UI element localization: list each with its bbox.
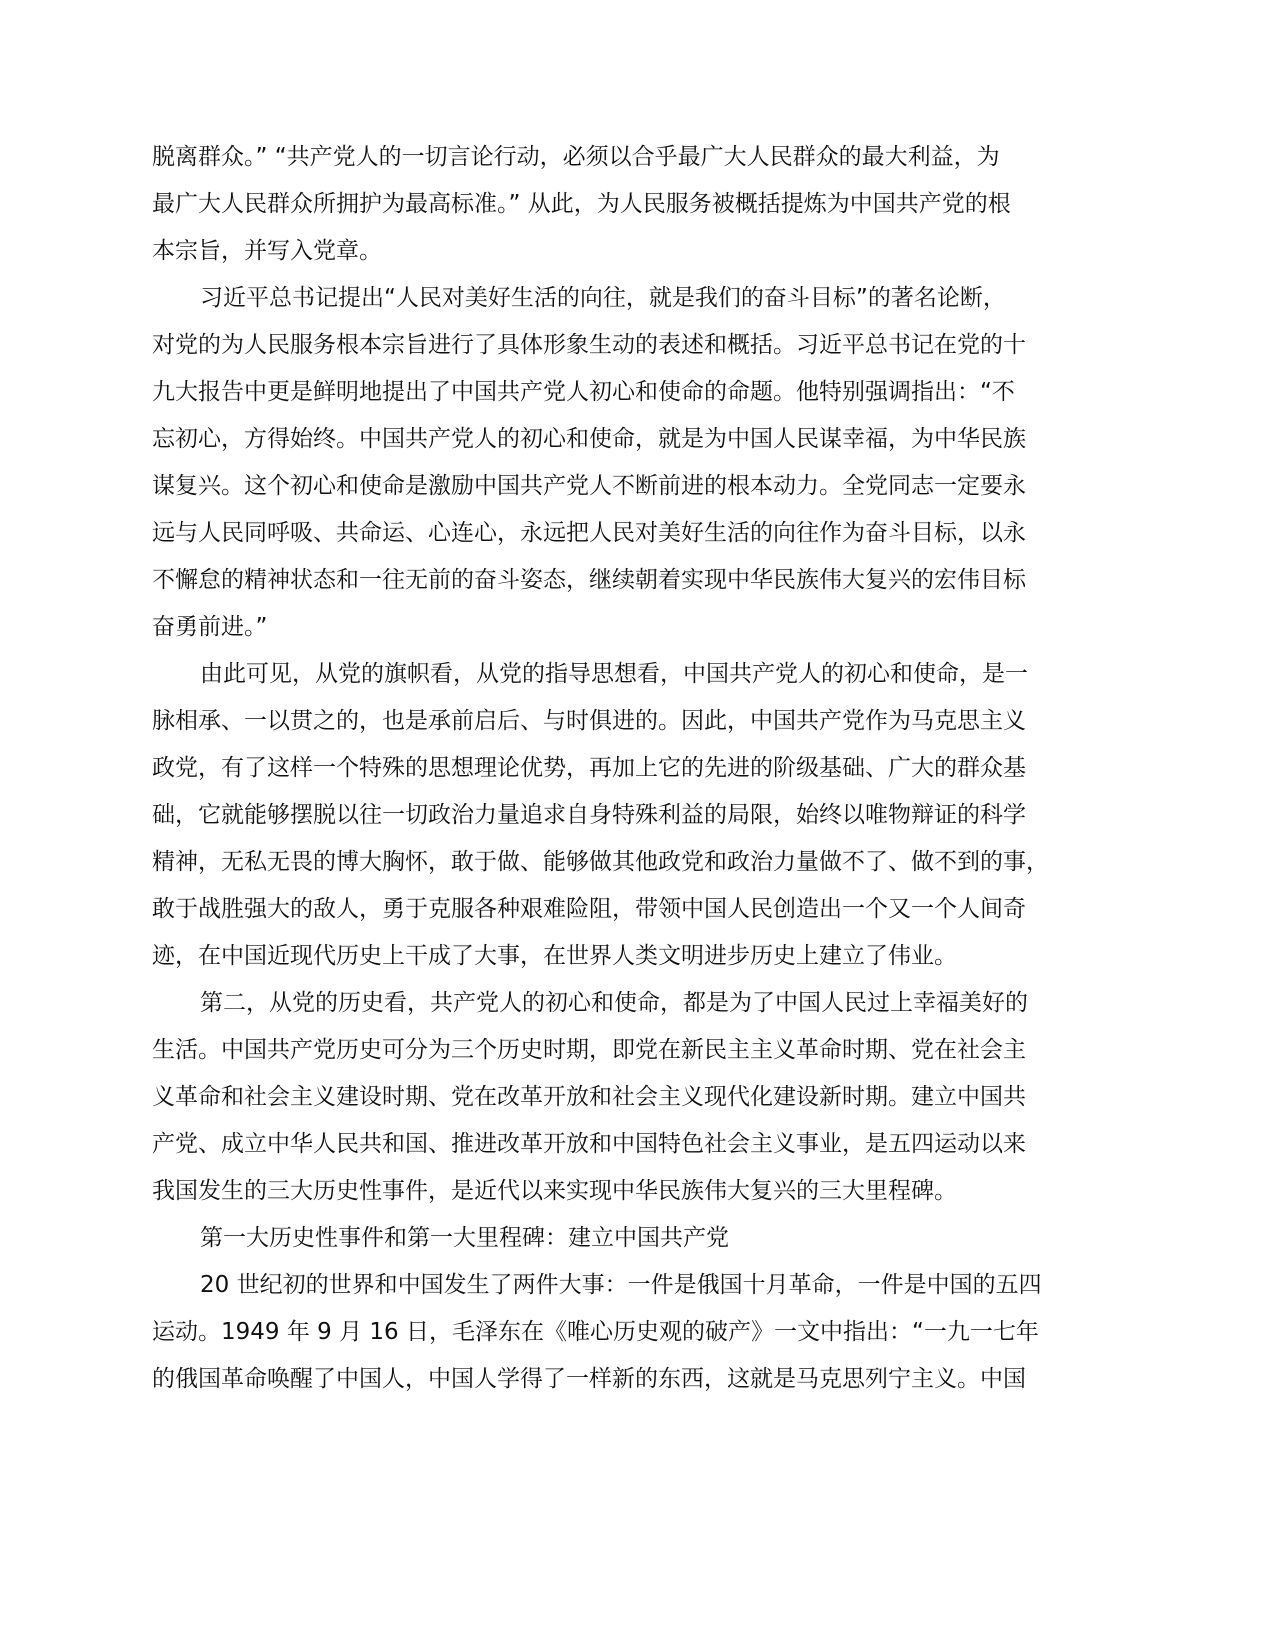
text-line: 奋勇前进。”	[152, 614, 268, 640]
text-line: 第一大历史性事件和第一大里程碑：建立中国共产党	[200, 1225, 729, 1251]
paragraph	[152, 980, 1132, 1215]
text-line: 九大报告中更是鲜明地提出了中国共产党人初心和使命的命题。他特别强调指出：“不	[152, 379, 1015, 405]
text-line: 忘初心，方得始终。中国共产党人的初心和使命，就是为中国人民谋幸福，为中华民族	[152, 426, 1026, 452]
text-line: 不懈怠的精神状态和一往无前的奋斗姿态，继续朝着实现中华民族伟大复兴的宏伟目标	[152, 567, 1026, 593]
text-line: 义革命和社会主义建设时期、党在改革开放和社会主义现代化建设新时期。建立中国共	[152, 1084, 1026, 1110]
text-line: 迹，在中国近现代历史上干成了大事，在世界人类文明进步历史上建立了伟业。	[152, 943, 957, 969]
text-line: 第二，从党的历史看，共产党人的初心和使命，都是为了中国人民过上幸福美好的	[200, 990, 1028, 1016]
text-line: 运动。1949 年 9 月 16 日，毛泽东在《唯心历史观的破产》一文中指出：“一九一七年	[152, 1319, 1039, 1345]
text-line: 最广大人民群众所拥护为最高标准。” 从此，为人民服务被概括提炼为中国共产党的根	[152, 191, 1011, 217]
text-line: 对党的为人民服务根本宗旨进行了具体形象生动的表述和概括。习近平总书记在党的十	[152, 332, 1026, 358]
text-line: 生活。中国共产党历史可分为三个历史时期，即党在新民主主义革命时期、党在社会主	[152, 1037, 1026, 1063]
text-line: 由此可见，从党的旗帜看，从党的指导思想看，中国共产党人的初心和使命，是一	[200, 661, 1028, 687]
text-line: 精神，无私无畏的博大胸怀，敢于做、能够做其他政党和政治力量做不了、做不到的事，	[152, 849, 1049, 875]
document-page	[152, 134, 1132, 1403]
paragraph	[152, 651, 1132, 980]
text-line: 脱离群众。” “共产党人的一切言论行动，必须以合乎最广大人民群众的最大利益，为	[152, 144, 1000, 170]
text-line: 习近平总书记提出“人民对美好生活的向往，就是我们的奋斗目标”的著名论断，	[200, 285, 1006, 311]
text-line: 产党、成立中华人民共和国、推进改革开放和中国特色社会主义事业，是五四运动以来	[152, 1131, 1026, 1157]
text-line: 脉相承、一以贯之的，也是承前启后、与时俱进的。因此，中国共产党作为马克思主义	[152, 708, 1026, 734]
text-line: 20 世纪初的世界和中国发生了两件大事：一件是俄国十月革命，一件是中国的五四	[200, 1272, 1042, 1298]
text-line: 的俄国革命唤醒了中国人，中国人学得了一样新的东西，这就是马克思列宁主义。中国	[152, 1366, 1026, 1392]
text-line: 政党，有了这样一个特殊的思想理论优势，再加上它的先进的阶级基础、广大的群众基	[152, 755, 1026, 781]
text-line: 敢于战胜强大的敌人，勇于克服各种艰难险阻，带领中国人民创造出一个又一个人间奇	[152, 896, 1026, 922]
paragraph	[152, 1262, 1132, 1403]
text-line: 我国发生的三大历史性事件，是近代以来实现中华民族伟大复兴的三大里程碑。	[152, 1178, 957, 1204]
paragraph	[152, 275, 1132, 651]
text-line: 远与人民同呼吸、共命运、心连心，永远把人民对美好生活的向往作为奋斗目标，以永	[152, 520, 1026, 546]
text-line: 础，它就能够摆脱以往一切政治力量追求自身特殊利益的局限，始终以唯物辩证的科学	[152, 802, 1026, 828]
text-line: 谋复兴。这个初心和使命是激励中国共产党人不断前进的根本动力。全党同志一定要永	[152, 473, 1026, 499]
paragraph	[152, 134, 1132, 275]
section-heading	[152, 1215, 1132, 1262]
text-line: 本宗旨，并写入党章。	[152, 238, 382, 264]
